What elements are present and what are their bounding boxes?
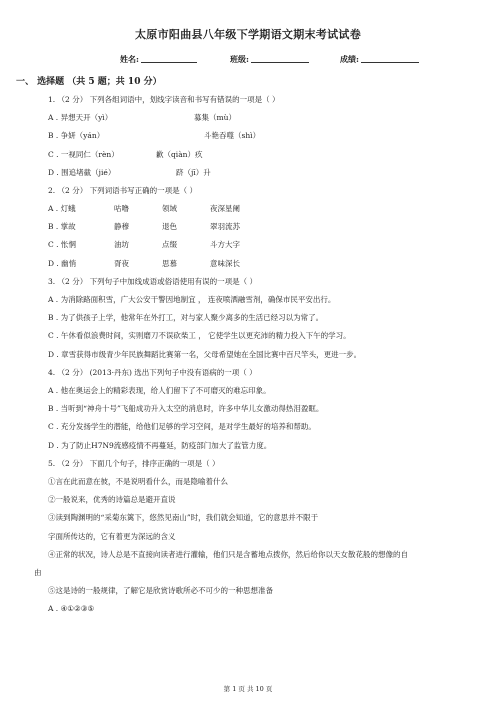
option-text: C . 怅惘 — [48, 240, 76, 249]
question-5-sentence-5: ⑤这是诗的一般规律，了解它是欣赏诗歌所必不可少的一种思想准备 — [48, 586, 273, 595]
question-3-option-d: D . 章雪获得市级青少年民族舞蹈比赛第一名，父母希望她在全国比赛中百尺竿头，更进一步。 — [48, 350, 362, 359]
question-1-stem: 1. （2 分） 下列各组词语中，划线字读音和书写有错误的一项是（ ） — [48, 95, 280, 104]
question-5-option-a: A . ④①②③⑤ — [48, 604, 95, 613]
question-5-sentence-2: ②一般说来，优秀的诗篇总是避开直说 — [48, 495, 176, 504]
question-4-option-d: D . 为了防止H7N9流感疫情不再蔓延，防疫部门加大了监管力度。 — [48, 441, 272, 450]
question-3-stem: 3. （2 分） 下列句子中加线成语或俗语使用有误的一项是（ ） — [48, 277, 257, 286]
class-field — [230, 53, 309, 65]
option-text: 募集（mù） — [194, 113, 236, 122]
section-heading: 一、 选择题 （共 5 题；共 10 分） — [16, 77, 162, 87]
option-text: 夜深星阑 — [210, 204, 240, 213]
option-text: 油坊 — [114, 240, 129, 249]
class-label: 班级: — [230, 54, 249, 64]
option-text: 跻（jī）升 — [176, 168, 211, 177]
question-5-sentence-1: ①言在此而意在彼，不是说明看什么，而是隐喻着什么 — [48, 477, 228, 486]
question-3-option-b: B . 为了供孩子上学，他常年在外打工，对与家人聚少离多的生活已经习以为常了。 — [48, 313, 324, 322]
option-text: 领域 — [162, 204, 177, 213]
page-title: 太原市阳曲县八年级下学期语文期末考试试卷 — [135, 28, 361, 41]
score-label: 成绩: — [340, 54, 359, 64]
score-blank — [361, 53, 419, 63]
score-field — [340, 53, 419, 65]
name-field — [120, 53, 197, 65]
option-text: C . 一视同仁（rèn） — [48, 150, 119, 159]
option-text: 斗艳吞噬（shì） — [204, 131, 261, 140]
question-4-option-a: A . 他在奥运会上的精彩表现，给人们留下了不可磨灭的难忘印象。 — [48, 386, 271, 395]
option-text: A . 异想天开（yì） — [48, 113, 113, 122]
option-text: 胥夜 — [114, 259, 129, 268]
option-text: 咕噜 — [114, 204, 129, 213]
option-text: A . 灯蛾 — [48, 204, 76, 213]
question-4-option-c: C . 充分发扬学生的潜能，给他们足够的学习空间，是对学生最好的培养和帮助。 — [48, 422, 316, 431]
option-text: 点缀 — [162, 240, 177, 249]
page-footer: 第 1 页 共 10 页 — [223, 685, 273, 693]
option-text: B . 争妍（yán） — [48, 131, 105, 140]
option-text: B . 掌故 — [48, 222, 76, 231]
question-5-sentence-3: ③读到陶渊明的“采菊东篱下，悠然见南山”时，我们就会知道，它的意思并不限于 — [48, 513, 319, 522]
option-text: 歉（qiàn）疚 — [156, 150, 203, 159]
class-blank — [251, 53, 309, 63]
option-text: D . 幽悄 — [48, 259, 77, 268]
option-text: 翠羽流苏 — [210, 222, 240, 231]
option-text: D . 围追堵截（jié） — [48, 168, 116, 177]
question-5-sentence-4-cont: 由 — [34, 568, 42, 577]
question-3-option-c: C . 午休看似浪费时间，实则磨刀不误砍柴工 ， 它使学生以更充沛的精力投入下午的学习。 — [48, 331, 351, 340]
question-5-sentence-4: ④正常的状况，诗人总是不直接向读者进行灌输，他们只是含蓄地点拨你，然后给你以天女散花般的想像的自 — [48, 550, 408, 559]
name-blank — [141, 53, 197, 63]
option-text: 思慕 — [162, 259, 177, 268]
option-text: 退色 — [162, 222, 177, 231]
question-4-stem: 4. （2 分） (2013·丹东) 选出下列句子中没有语病的一项（ ） — [48, 368, 257, 377]
option-text: 斗方大字 — [210, 240, 240, 249]
question-3-option-a: A . 为消除路面积雪，广大公安干警因地制宜 ， 连夜喷洒融雪剂，确保市民平安出行。 — [48, 295, 336, 304]
question-5-sentence-3-cont: 字面所传达的，它有着更为深远的含义 — [48, 532, 176, 541]
question-5-stem: 5. （2 分） 下面几个句子，排序正确的一项是（ ） — [48, 459, 220, 468]
option-text: 静穆 — [114, 222, 129, 231]
name-label: 姓名: — [120, 54, 139, 64]
option-text: 意味深长 — [210, 259, 240, 268]
question-4-option-b: B . 当听到“神舟十号”飞船成功升入太空的消息时，许多中华儿女激动得热泪盈眶。 — [48, 404, 324, 413]
question-2-stem: 2. （2 分） 下列词语书写正确的一项是（ ） — [48, 186, 197, 195]
